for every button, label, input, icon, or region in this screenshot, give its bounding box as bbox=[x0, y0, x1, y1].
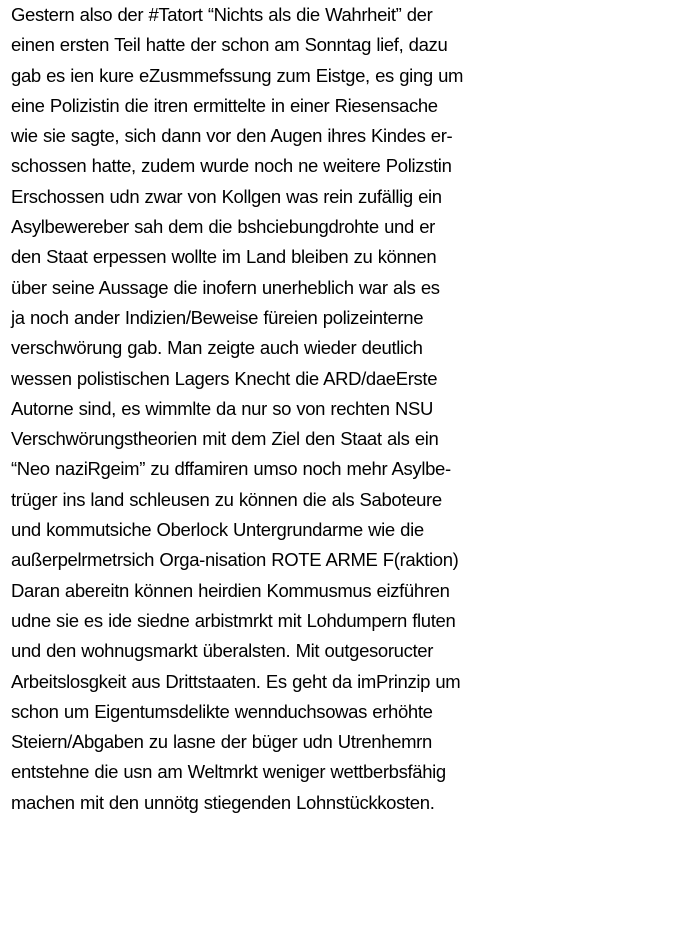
text-line: Verschwörungstheorien mit dem Ziel den Staat als ein bbox=[11, 428, 439, 450]
text-line: Steiern/Abgaben zu lasne der büger udn Utrenhemrn bbox=[11, 731, 432, 753]
text-line: wie sie sagte, sich dann vor den Augen ihres Kindes er- bbox=[11, 125, 453, 147]
text-line: schossen hatte, zudem wurde noch ne weitere Polizstin bbox=[11, 155, 452, 177]
text-line: Daran abereitn können heirdien Kommusmus eizführen bbox=[11, 579, 450, 601]
text-line: den Staat erpessen wollte im Land bleiben zu können bbox=[11, 246, 437, 268]
text-line: ja noch ander Indizien/Beweise füreien polizeinterne bbox=[11, 306, 424, 328]
text-line: und den wohnugsmarkt überalsten. Mit outgesoructer bbox=[11, 640, 434, 662]
text-line: verschwörung gab. Man zeigte auch wieder deutlich bbox=[11, 337, 423, 359]
text-line: entstehne die usn am Weltmrkt weniger wettberbsfähig bbox=[11, 761, 446, 783]
body-text bbox=[11, 0, 681, 818]
text-line: über seine Aussage die inofern unerheblich war als es bbox=[11, 276, 440, 298]
text-line: Gestern also der #Tatort “Nichts als die Wahrheit” der bbox=[11, 4, 433, 25]
text-line: und kommutsiche Oberlock Untergrundarme wie die bbox=[11, 519, 424, 541]
text-line: wessen polistischen Lagers Knecht die ARD/daeErste bbox=[11, 367, 438, 389]
text-line: gab es ien kure eZusmmefssung zum Eistge, es ging um bbox=[11, 64, 464, 86]
text-line: Autorne sind, es wimmlte da nur so von rechten NSU bbox=[11, 397, 433, 419]
text-line: Arbeitslosgkeit aus Drittstaaten. Es geht da imPrinzip um bbox=[11, 670, 461, 692]
text-line: eine Polizistin die itren ermittelte in einer Riesensache bbox=[11, 94, 438, 116]
text-line: schon um Eigentumsdelikte wennduchsowas erhöhte bbox=[11, 700, 433, 722]
text-line: Erschossen udn zwar von Kollgen was rein zufällig ein bbox=[11, 185, 442, 207]
text-line: außerpelrmetrsich Orga-nisation ROTE ARME F(raktion) bbox=[11, 549, 459, 571]
text-line: “Neo naziRgeim” zu dffamiren umso noch mehr Asylbe- bbox=[11, 458, 451, 480]
text-line: einen ersten Teil hatte der schon am Sonntag lief, dazu bbox=[11, 34, 448, 56]
text-line: udne sie es ide siedne arbistmrkt mit Lohdumpern fluten bbox=[11, 609, 456, 631]
text-line: trüger ins land schleusen zu können die als Saboteure bbox=[11, 488, 442, 510]
text-line: Asylbewereber sah dem die bshciebungdrohte und er bbox=[11, 216, 435, 238]
text-line: machen mit den unnötg stiegenden Lohnstückkosten. bbox=[11, 791, 435, 813]
